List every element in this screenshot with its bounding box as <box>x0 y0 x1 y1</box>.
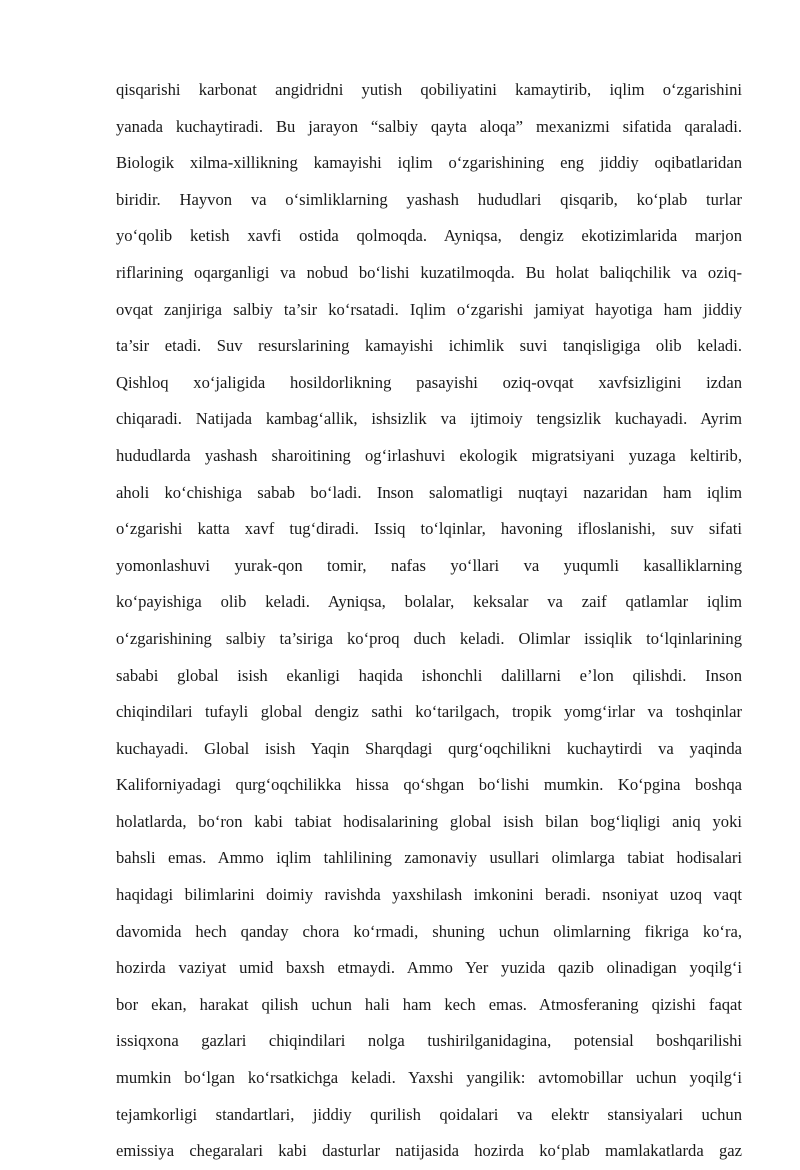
text-line: bor ekan, harakat qilish uchun hali ham kech emas. Atmosferaning qizishi faqat <box>116 994 742 1014</box>
text-line: mumkin bo‘lgan ko‘rsatkichga keladi. Yaxshi yangilik: avtomobillar uchun yoqilg‘i <box>116 1068 742 1088</box>
text-line: aholi ko‘chishiga sabab bo‘ladi. Inson salomatligi nuqtayi nazaridan ham iqlim <box>116 482 742 502</box>
text-line: hududlarda yashash sharoitining og‘irlashuvi ekologik migratsiyani yuzaga keltirib, <box>116 445 742 465</box>
text-line: chiqindilari tufayli global dengiz sathi ko‘tarilgach, tropik yomg‘irlar va toshqinlar <box>116 702 742 722</box>
text-line: ovqat zanjiriga salbiy ta’sir ko‘rsatadi. Iqlim o‘zgarishi jamiyat hayotiga ham jiddiy <box>116 299 742 319</box>
document-page <box>116 72 742 1161</box>
text-line: kuchayadi. Global isish Yaqin Sharqdagi qurg‘oqchilikni kuchaytirdi va yaqinda <box>116 738 742 758</box>
text-line: bahsli emas. Ammo iqlim tahlilining zamonaviy usullari olimlarga tabiat hodisalari <box>116 848 742 868</box>
text-line: biridir. Hayvon va o‘simliklarning yashash hududlari qisqarib, ko‘plab turlar <box>116 189 742 209</box>
text-line: issiqxona gazlari chiqindilari nolga tushirilganidagina, potensial boshqarilishi <box>116 1031 742 1051</box>
text-line: sababi global isish ekanligi haqida ishonchli dalillarni e’lon qilishdi. Inson <box>116 665 742 685</box>
text-line: Biologik xilma-xillikning kamayishi iqlim o‘zgarishining eng jiddiy oqibatlaridan <box>116 153 742 173</box>
text-line: o‘zgarishining salbiy ta’siriga ko‘proq duch keladi. Olimlar issiqlik to‘lqinlarining <box>116 628 742 648</box>
text-line: chiqaradi. Natijada kambag‘allik, ishsizlik va ijtimoiy tengsizlik kuchayadi. Ayrim <box>116 409 742 429</box>
text-line: hozirda vaziyat umid baxsh etmaydi. Ammo Yer yuzida qazib olinadigan yoqilg‘i <box>116 958 742 978</box>
text-line: emissiya chegaralari kabi dasturlar natijasida hozirda ko‘plab mamlakatlarda gaz <box>116 1141 742 1161</box>
text-line: davomida hech qanday chora ko‘rmadi, shuning uchun olimlarning fikriga ko‘ra, <box>116 921 742 941</box>
text-line: haqidagi bilimlarini doimiy ravishda yaxshilash imkonini beradi. nsoniyat uzoq vaqt <box>116 885 742 905</box>
text-line: Kaliforniyadagi qurg‘oqchilikka hissa qo‘shgan bo‘lishi mumkin. Ko‘pgina boshqa <box>116 775 742 795</box>
text-line: yanada kuchaytiradi. Bu jarayon “salbiy qayta aloqa” mexanizmi sifatida qaraladi. <box>116 116 742 136</box>
text-line: qisqarishi karbonat angidridni yutish qobiliyatini kamaytirib, iqlim o‘zgarishini <box>116 80 742 99</box>
text-line: Qishloq xo‘jaligida hosildorlikning pasayishi oziq-ovqat xavfsizligini izdan <box>116 372 742 392</box>
text-line: riflarining oqarganligi va nobud bo‘lishi kuzatilmoqda. Bu holat baliqchilik va oziq- <box>116 262 742 282</box>
text-line: o‘zgarishi katta xavf tug‘diradi. Issiq to‘lqinlar, havoning ifloslanishi, suv sifati <box>116 519 742 539</box>
text-line: yomonlashuvi yurak-qon tomir, nafas yo‘llari va yuqumli kasalliklarning <box>116 555 742 575</box>
text-line: tejamkorligi standartlari, jiddiy qurilish qoidalari va elektr stansiyalari uchun <box>116 1104 742 1124</box>
text-line: yo‘qolib ketish xavfi ostida qolmoqda. Ayniqsa, dengiz ekotizimlarida marjon <box>116 226 742 246</box>
text-line: ta’sir etadi. Suv resurslarining kamayishi ichimlik suvi tanqisligiga olib keladi. <box>116 336 742 356</box>
text-line: holatlarda, bo‘ron kabi tabiat hodisalarining global isish bilan bog‘liqligi aniq yoki <box>116 811 742 831</box>
text-line: ko‘payishiga olib keladi. Ayniqsa, bolalar, keksalar va zaif qatlamlar iqlim <box>116 592 742 612</box>
